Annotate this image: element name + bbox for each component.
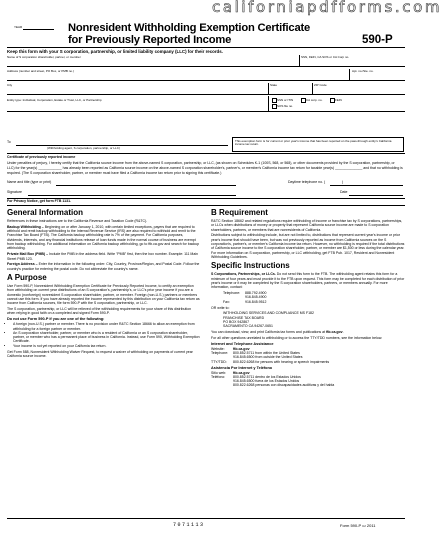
form-id: 590-P (362, 34, 393, 46)
city-label: City (7, 83, 13, 87)
sitio-label: Sitio web: (211, 370, 227, 375)
phone-line (330, 185, 403, 186)
asistencia-heading: Asistencia Por Internet y Teléfono (211, 365, 273, 370)
chk-sos-label: SOS file no. (277, 103, 294, 108)
internet-rows (211, 347, 405, 364)
do-not-use-heading: Do not use Form 590-P if you are one of the following: (7, 317, 105, 322)
entity-label: Entity type: Individual, Corporation, Estate or Trust, LLC, or Partnership (7, 98, 102, 102)
specific-para (211, 272, 405, 289)
subheading: Keep this form with your S corporation, partnership, or limited liability company (LLC) for their records. (7, 49, 223, 54)
header-rule (7, 47, 405, 48)
fax-label: Fax: (223, 299, 230, 304)
signature-label: Signature (7, 190, 22, 194)
zip-label: ZIP Code (314, 83, 327, 87)
list-item: • An S corporation shareholder, partner, or member who is a resident of California or an S corporation shareholder, partner, or member who has a permanent place of business in California. Instead, use Form 590, Withholding Exemption Certificate. (13, 331, 200, 344)
list-item: • A foreign (non-U.S.) partner or member. There is no provision under R&TC Section 18666 to allow an exemption from withholding for a foreign partner or member. (13, 322, 200, 331)
get-form-588-text: Get Form 588, Nonresident Withholding Waiver Request, to request a waiver of withholding on payments of current year California source income. (7, 349, 193, 358)
city-field[interactable] (7, 83, 267, 93)
backup-para (7, 225, 200, 251)
footer-rule (7, 518, 405, 519)
pmb-text: Include the PMB in the address field. Write "PMB" first, then the box number. Example: 111 Main Street PMB 123. (7, 252, 199, 261)
address-line-2: FRANCHISE TAX BOARD (223, 315, 265, 320)
telefono-tty: 800.822.6268 personas con discapacidades auditivas y del habla (233, 383, 335, 388)
address-line-3: PO BOX 942867 (223, 320, 250, 325)
specific-text: Do not send this form to the FTB. The withholding agent retains this form for a minimum of four years and must provide it to the FTB upon request. This form may be completed for each distribution of prior year's income or it may be completed by the S corporation shareholders, partners, or members annually. For more information, contact: (211, 272, 405, 290)
general-info-heading: General Information (7, 208, 84, 217)
contact-block (211, 291, 405, 304)
pmb-para (7, 252, 200, 261)
ssn-label: SSN, FEIN, CA SOS or CA Corp no. (301, 55, 350, 59)
chk-ssn-label: SSN or ITIN (277, 97, 294, 102)
website-label: Website: (211, 346, 225, 351)
internet-heading: Internet and Telephone Assistance (211, 341, 274, 346)
footer-form: Form 590-P (340, 523, 362, 528)
year-box[interactable] (22, 19, 54, 28)
references-text: References in these instructions are to the California Revenue and Taxation Code (R&TC). (7, 219, 148, 223)
year-line (23, 29, 54, 30)
date-line (349, 195, 403, 196)
telefono-label: Teléfono: (211, 374, 226, 379)
right-column (211, 206, 405, 388)
requirement-heading: B Requirement (211, 208, 268, 217)
telefono-us: 800.852.5711 dentro de los Estados Unidos (233, 374, 301, 379)
or-write-to: OR write to: (211, 305, 230, 310)
ftb-link[interactable]: ftb.ca.gov (326, 330, 343, 335)
purpose-text-2: The S corporation, partnership, or LLC will be relieved of the withholding requirements for your share of this distribution when relying in good faith on a completed and signed Form 590-P. (7, 307, 192, 316)
exemption-note-box (232, 137, 404, 152)
year-label: YEAR (14, 25, 23, 29)
watermark: californiapdfforms.com (212, 0, 442, 16)
form-title-line1: Nonresident Withholding Exemption Certificate (68, 22, 311, 34)
do-not-use-list (7, 322, 200, 348)
privacy-notice: For Privacy Notice, get form FTB 1131. (7, 199, 71, 203)
foreign-head: Foreign Address – (7, 262, 38, 267)
chk-fein-label: FEIN (335, 97, 342, 102)
address-line-4: SACRAMENTO CA 94267-0651 (223, 324, 273, 329)
fax-row (223, 300, 405, 304)
to-label: To (7, 140, 11, 144)
footer-code: 7071113 (173, 522, 205, 528)
tel-2: 916.845.4900 (245, 295, 267, 300)
withholding-agent-field[interactable] (16, 138, 226, 145)
footer-year: 2011 (366, 523, 376, 528)
chk-ca-label: CA corp. no. (306, 97, 323, 102)
left-column (7, 206, 200, 360)
tty-label: TTY/TDD: (211, 359, 227, 364)
asistencia-rows (211, 371, 405, 388)
mailing-address (211, 311, 405, 328)
footer-form-label (340, 524, 375, 528)
telefono-outside: 916.845.6500 fuera de los Estados Unidos (233, 379, 300, 384)
specific-instructions-heading: Specific Instructions (211, 261, 290, 271)
tel-label-2: Telephone: (211, 351, 229, 356)
pmb-head: Private Mail Box (PMB) – (7, 252, 49, 257)
fax-number: 916.845.9512 (245, 299, 267, 304)
withholding-agent-label: (Withholding agent, S corporation, partnership, or LLC) (47, 146, 120, 150)
name-label: Name of S corporation shareholder, partner, or member (7, 55, 81, 59)
phone-us: 800.852.5711 from within the United States (233, 351, 300, 356)
certificate-body: Under penalties of perjury, I hereby certify that the California source income from the above-named S corporation, partnership, or LLC, (as shown on Schedules K-1 (100S, 568, or 568), or other documents provided by the S corporation, partnership, or LLC) for the year(s) ____________ has already been reported as California source income on the above-named S corporation shareholder's, partner's, or member's California income tax return for taxable year(s) ______________ and that no withholding is required. (The S corporation shareholder, partner, or member must have filed a California income tax return prior to signing this certificate.) (7, 161, 403, 175)
name-title-label: Name and title (type or print) (7, 180, 52, 184)
form-title-line2: for Previously Reported Income (68, 34, 232, 46)
certificate-heading: Certificate of previously reported income (7, 155, 76, 159)
signature-line (28, 195, 236, 196)
address-label: Address (number and street, PO Box, or PMB no.) (7, 69, 74, 73)
phone-label: Daytime telephone no. ( (288, 180, 326, 184)
exemption-note-text: This exemption form is for current or prior year's income that has been reported on the pass-through entity's California income tax return. (235, 138, 392, 147)
requirement-text-1: R&TC Section 18662 and related regulations require withholding of income or franchise tax by S corporations, partnerships, or LLCs when distributions of money or property that represent California source income are made to S corporation shareholders, partners, or members that are nonresidents of California. (211, 219, 403, 232)
list-item: • Your income is not yet reported on your California tax return. (13, 344, 200, 348)
apt-label: Apt. no./Ste. no. (352, 69, 374, 73)
tty-text: For all other questions unrelated to withholding or to access the TTY/TDD numbers, see the information below. (211, 336, 383, 341)
tel-label: Telephone: (223, 291, 241, 296)
tel-1: 888.792.4900 (245, 291, 267, 296)
purpose-text-1: Use Form 590-P, Nonresident Withholding Exemption Certificate for Previously Reported Income, to certify an exemption from withholding on current year distributions of an S corporation's, partnership's, or LLC's prior year income if you are a domestic (nonforeign) nonresident S corporation shareholder, partner, or member. Foreign (non-U.S.) partners or members cannot use this form. If you have already reported the income represented by this distribution on your California tax return as income from California sources, file form 590-P with the S corporation, partnership, or LLC. (7, 284, 200, 306)
tty-number: 800.822.6268 for persons with hearing or speech impairments (233, 359, 330, 364)
phone-close: ) (342, 180, 344, 184)
footer-c2: C2 (362, 524, 366, 528)
state-label: State (270, 83, 278, 87)
website-link[interactable]: ftb.ca.gov (233, 346, 250, 351)
download-para: You can download, view, and print California tax forms and publications at ftb.ca.gov. (211, 330, 344, 335)
foreign-text: Enter the information in the following order: City, Country, Province/Region, and Postal Code. Follow the country's practice for entering the postal code. Do not abbreviate the country's name. (7, 262, 200, 271)
backup-head: Backup Withholding – (7, 224, 44, 229)
phone-outside: 916.845.6500 from outside the United States (233, 355, 303, 360)
address-line-1: WITHHOLDING SERVICES AND COMPLIANCE MS F182 (223, 311, 314, 316)
download-text: You can download, view, and print California tax forms and publications at (211, 330, 327, 335)
requirement-text-2: Distributions subject to withholding include, but are not limited to, distributions that represent current year's income or prior year's income that should have been, but was not previously reported as income from California sources on the S corporation's, partner's, or member's California income tax return. However, no withholding is required if the total distributions of California source income to the S corporation shareholder, partner, or member are $1,500 or less during the calendar year. For more information on S corporation, partnership, or LLC withholding, get FTB Pub. 1017, Resident and Nonresident Withholding Guidelines. (211, 233, 405, 259)
purpose-heading: A Purpose (7, 273, 47, 283)
specific-head: S Corporations, Partnerships, or LLCs. (211, 272, 276, 277)
foreign-para (7, 262, 200, 271)
backup-text: Beginning on or after January 1, 2010, with certain limited exceptions, payers that are required to withhold and remit backup withholding to the Internal Revenue Service (IRS) are also required to withhold and remit to the Franchise Tax Board (FTB). The California backup withholding rate is 7% of the payment. For California purposes, dividends, interests, and any financial institutions release of loan funds made in the normal course of business are exempt from backup withholding. For additional information on California backup withholding, go to ftb.ca.gov and search for backup withholding. (7, 224, 200, 251)
name-title-line (56, 185, 236, 186)
sitio-link[interactable]: ftb.ca.gov (233, 370, 250, 375)
date-label: Date (340, 190, 348, 194)
